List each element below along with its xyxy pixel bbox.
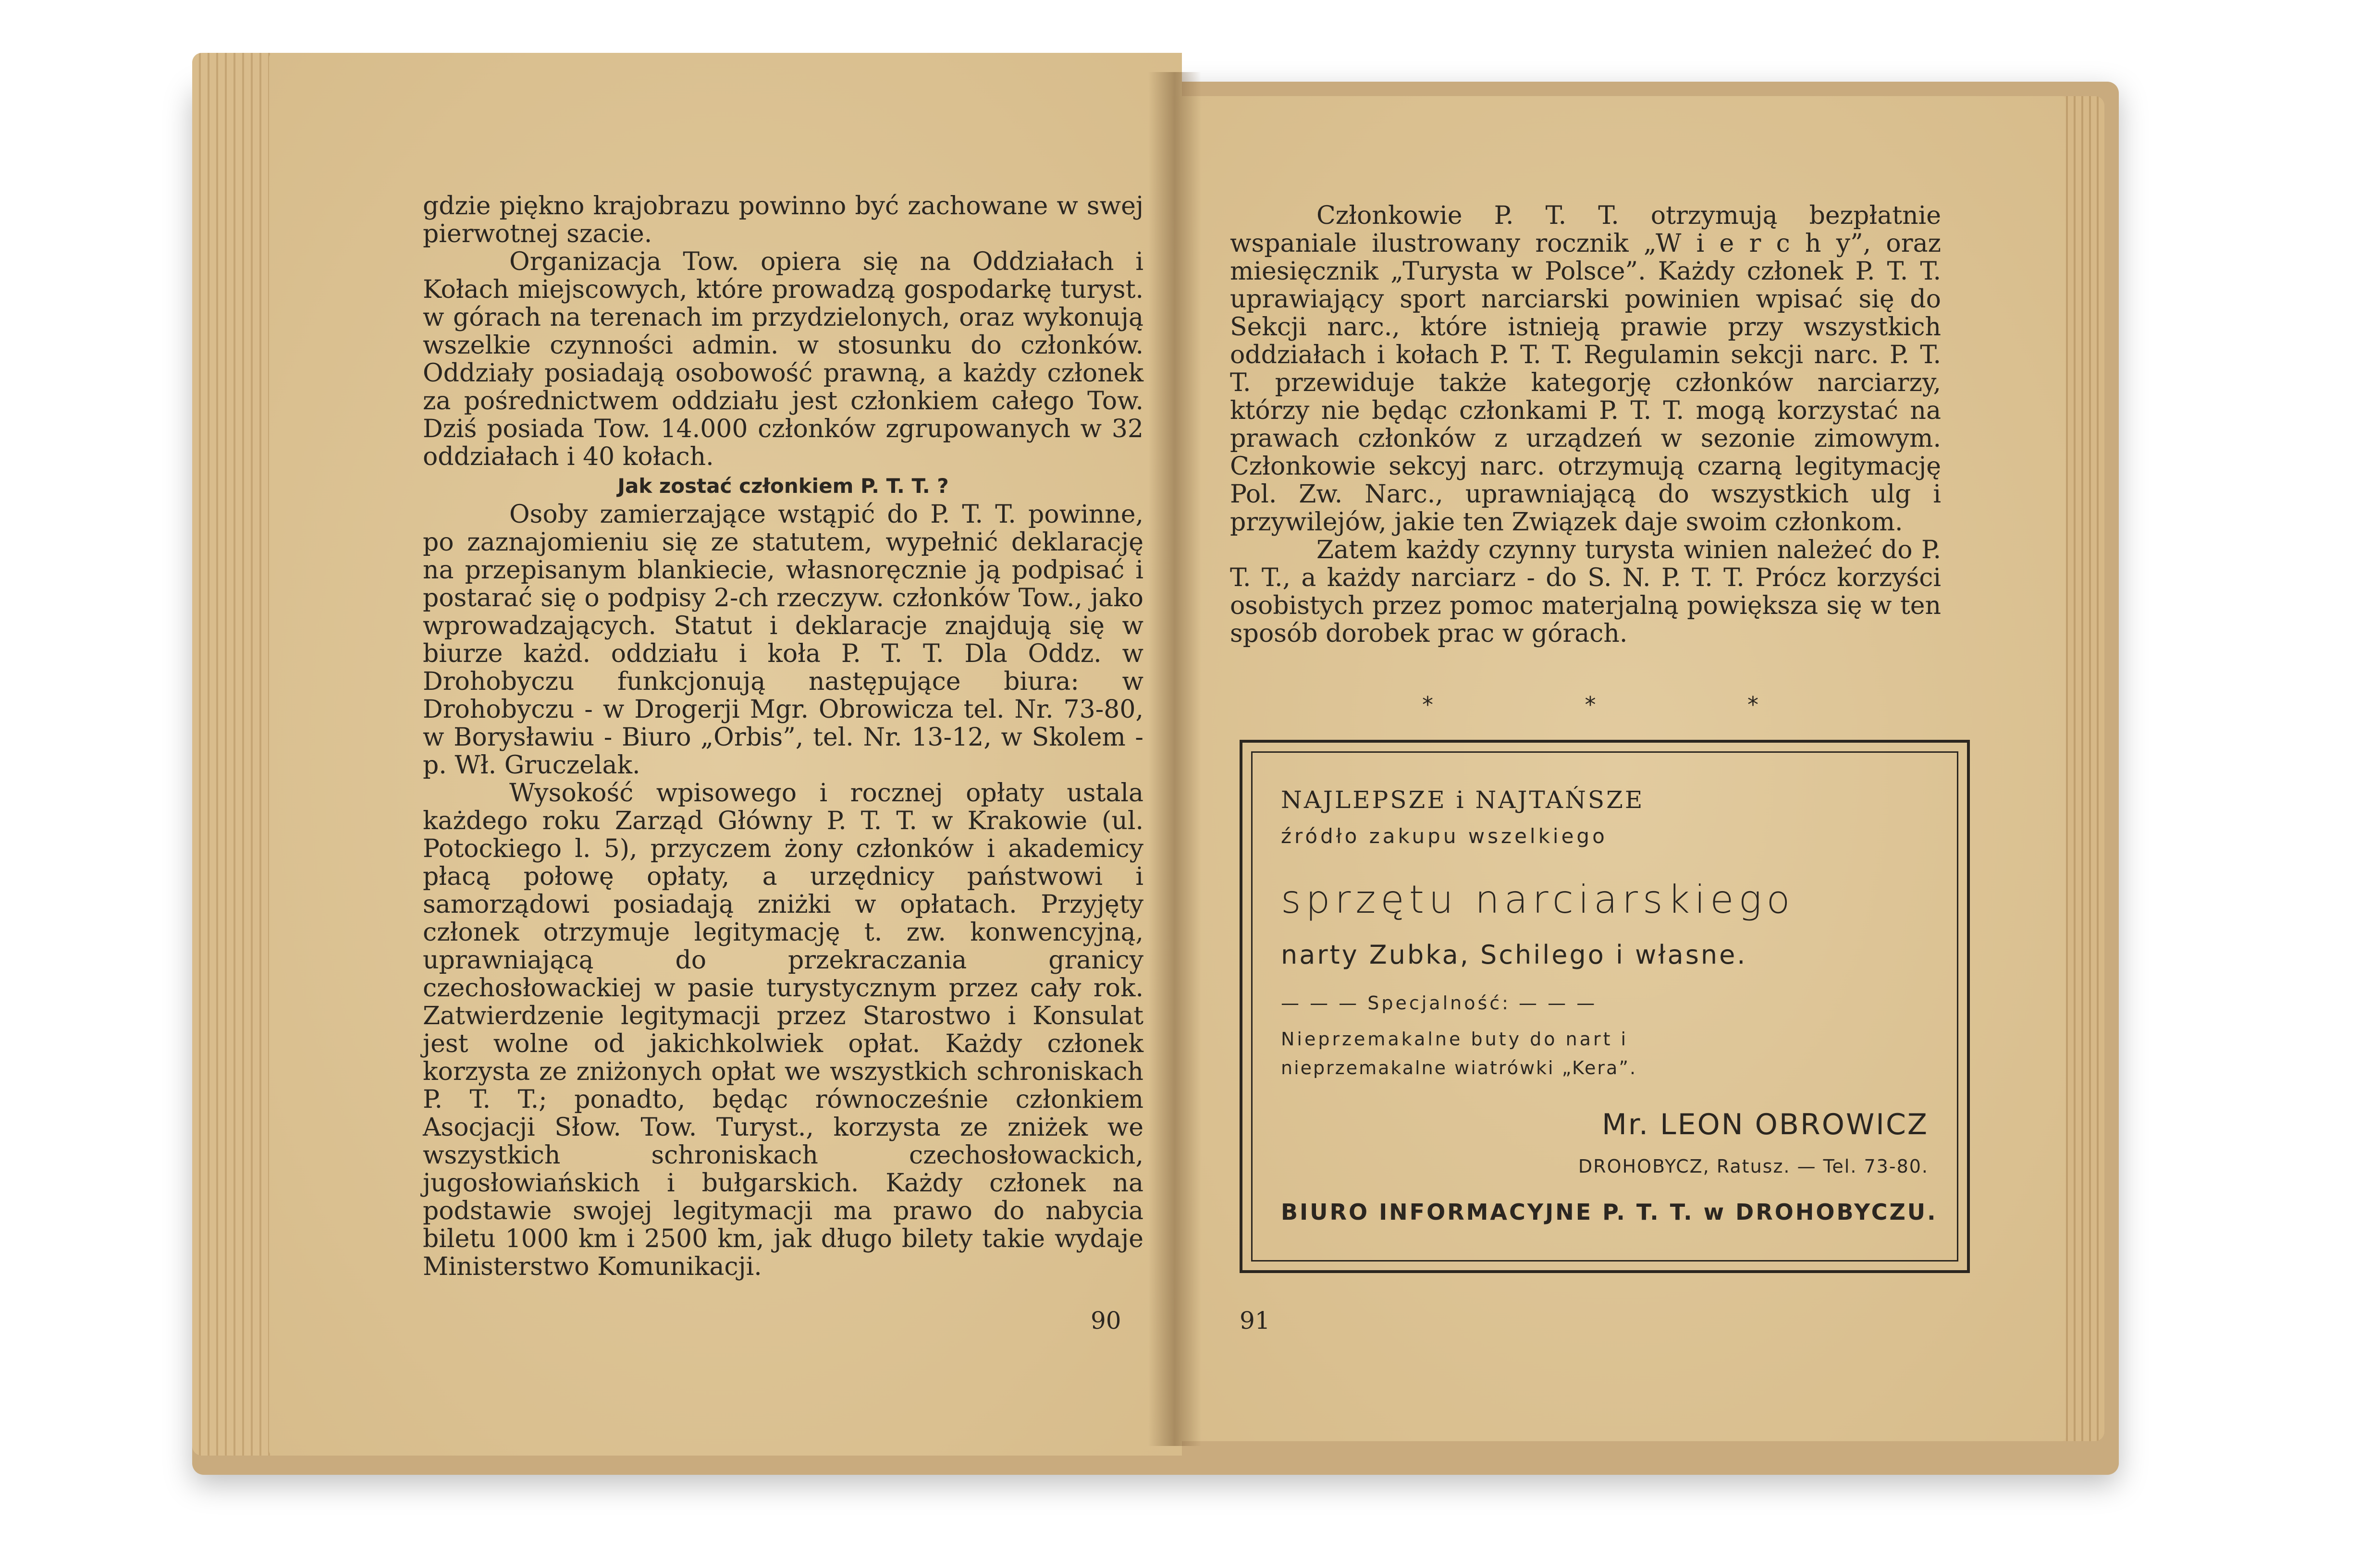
ad-specialty-label: — — — Specjalność: — — —	[1281, 992, 1598, 1014]
ad-specialty-line-1: Nieprzemakalne buty do nart i	[1281, 1029, 1629, 1050]
ad-footer: BIURO INFORMACYJNE P. T. T. w DROHOBYCZU.	[1281, 1199, 1938, 1225]
ad-product-title: sprzętu narciarskiego	[1281, 877, 1795, 922]
right-paragraph-2: Zatem każdy czynny turysta winien należeć do P. T. T., a każdy narciarz - do S. N. P. T. T. Prócz korzyści osobistych przez pomoc materjalną powiększa się w ten sposób dorobek prac w górach.	[1230, 536, 1941, 648]
ad-address: DROHOBYCZ, Ratusz. — Tel. 73-80.	[1578, 1156, 1929, 1177]
separator-star: *	[1422, 692, 1433, 718]
left-paragraph-4: Wysokość wpisowego i rocznej opłaty ustala każdego roku Zarząd Główny P. T. T. w Krakowie (ul. Potockiego l. 5), przyczem żony członków i akademicy płacą połowę opłaty, a urzędnicy państwowi i samorządowi posiadają zniżki w opłatach. Przyjęty członek otrzymuje legitymację t. zw. konwencyjną, uprawniającą do przekraczania granicy czechosłowackiej w pasie turystycznym przez cały rok. Zatwierdzenie legitymacji przez Starostwo i Konsulat jest wolne od jakichkolwiek opłat. Każdy członek korzysta ze zniżonych opłat we wszystkich schroniskach P. T. T.; ponadto, będąc równocześnie członkiem Asocjacji Słow. Tow. Turyst., korzysta ze zniżek we wszystkich schroniskach czechosłowackich, jugosłowiańskich i bułgarskich. Każdy członek na podstawie swojej legitymacji ma prawo do nabycia biletu 1000 km i 2500 km, jak długo bilety takie wydaje Ministerstwo Komunikacji.	[423, 779, 1143, 1281]
book-gutter	[1148, 72, 1201, 1446]
right-page-text	[1230, 202, 1941, 648]
left-paragraph-1: gdzie piękno krajobrazu powinno być zachowane w swej pierwotnej szacie.	[423, 192, 1143, 248]
ad-owner-name: Mr. LEON OBROWICZ	[1602, 1108, 1929, 1141]
ad-specialty-line-2: nieprzemakalne wiatrówki „Kera”.	[1281, 1057, 1637, 1078]
page-number-right: 91	[1240, 1307, 1270, 1335]
ad-headline: NAJLEPSZE i NAJTAŃSZE	[1281, 786, 1645, 814]
section-separator	[1422, 692, 1758, 718]
left-page-text	[423, 192, 1143, 1281]
left-paragraph-2: Organizacja Tow. opiera się na Oddziałach i Kołach miejscowych, które prowadzą gospodarkę turyst. w górach na terenach im przydzielonych, oraz wykonują wszelkie czynności admin. w stosunku do członków. Oddziały posiadają osobowość prawną, a każdy członek za pośrednictwem oddziału jest członkiem całego Tow. Dziś posiada Tow. 14.000 członków zgrupowanych w 32 oddziałach i 40 kołach.	[423, 247, 1143, 471]
ad-subheadline: źródło zakupu wszelkiego	[1281, 824, 1608, 848]
section-heading: Jak zostać członkiem P. T. T. ?	[617, 474, 949, 498]
separator-star: *	[1747, 692, 1758, 718]
left-paragraph-3: Osoby zamierzające wstąpić do P. T. T. powinne, po zaznajomieniu się ze statutem, wypełnić deklarację na przepisanym blankiecie, własnoręcznie ją podpisać i postarać się o podpisy 2-ch rzeczyw. członków Tow., jako wprowadzających. Statut i deklaracje znajdują się w biurze każd. oddziału i koła P. T. T. Dla Oddz. w Drohobyczu funkcjonują następujące biura: w Drohobyczu - w Drogerji Mgr. Obrowicza tel. Nr. 73-80, w Borysławiu - Biuro „Orbis”, tel. Nr. 13-12, w Skolem - p. Wł. Gruczelak.	[423, 500, 1143, 780]
separator-star: *	[1585, 692, 1596, 718]
page-number-left: 90	[1091, 1307, 1121, 1335]
ad-product-brands: narty Zubka, Schilego i własne.	[1281, 940, 1747, 970]
right-paragraph-1: Członkowie P. T. T. otrzymują bezpłatnie wspaniale ilustrowany rocznik „W i e r c h y”, oraz miesięcznik „Turysta w Polsce”. Każdy członek P. T. T. uprawiający sport narciarski powinien wpisać się do Sekcji narc., które istnieją prawie przy wszystkich oddziałach i kołach P. T. T. Regulamin sekcji narc. P. T. T. przewiduje także kategorję członków narciarzy, którzy nie będąc członkami P. T. T. mogą korzystać na prawach członków z urządzeń w sezonie zimowym. Członkowie sekcyj narc. otrzymują czarną legitymację Pol. Zw. Narc., uprawniającą do wszystkich ulg i przywilejów, jakie ten Związek daje swoim członkom.	[1230, 201, 1941, 537]
advertisement-box	[1240, 740, 1970, 1273]
